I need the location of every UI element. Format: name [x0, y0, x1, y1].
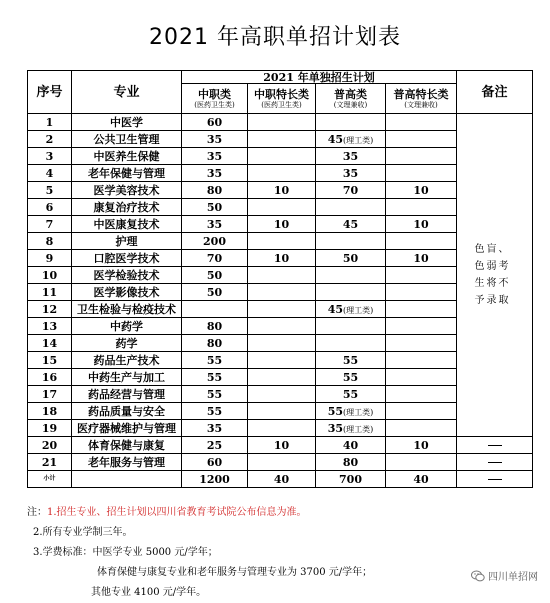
row-general-special — [386, 165, 457, 182]
row-vocational-special — [248, 284, 316, 301]
row-seq: 16 — [28, 369, 72, 386]
row-seq: 12 — [28, 301, 72, 318]
row-vocational: 55 — [182, 386, 248, 403]
header-major: 专业 — [72, 71, 182, 114]
row-vocational — [182, 301, 248, 318]
row-vocational-special — [248, 403, 316, 420]
header-plan-group: 2021 年单独招生计划 — [182, 71, 457, 84]
row-general-value: 80 — [342, 455, 359, 469]
row-general — [316, 454, 386, 471]
remarks-dash — [457, 437, 533, 454]
row-general-value: 55 — [327, 404, 344, 418]
row-general-value: 70 — [342, 183, 359, 197]
row-general — [316, 182, 386, 199]
row-vocational: 80 — [182, 335, 248, 352]
header-category: 普高特长类 (文理兼收) — [386, 84, 457, 114]
row-seq: 9 — [28, 250, 72, 267]
row-major: 中医学 — [72, 114, 182, 131]
row-vocational-special — [248, 267, 316, 284]
row-general-special — [386, 403, 457, 420]
row-vocational: 50 — [182, 199, 248, 216]
row-general — [316, 420, 386, 437]
row-major: 药品经营与管理 — [72, 386, 182, 403]
row-general — [316, 131, 386, 148]
remarks-text: 色盲、色弱考生将不予录取 — [474, 244, 511, 306]
remarks-dash — [457, 454, 533, 471]
row-seq: 17 — [28, 386, 72, 403]
row-seq: 8 — [28, 233, 72, 250]
header-remarks: 备注 — [457, 71, 533, 114]
row-vocational-special — [248, 301, 316, 318]
row-general-note: (理工类) — [343, 305, 374, 315]
remarks-cell — [457, 114, 533, 437]
notes-prefix: 注： — [27, 507, 47, 518]
note-2: 2.所有专业学制三年。 — [33, 527, 133, 538]
row-major: 老年服务与管理 — [72, 454, 182, 471]
row-vocational: 35 — [182, 216, 248, 233]
row-major: 中医养生保健 — [72, 148, 182, 165]
row-seq: 6 — [28, 199, 72, 216]
row-major: 老年保健与管理 — [72, 165, 182, 182]
row-vocational: 200 — [182, 233, 248, 250]
row-general-special — [386, 335, 457, 352]
row-general-special — [386, 148, 457, 165]
remarks-dash — [457, 471, 533, 488]
row-general — [316, 233, 386, 250]
row-major: 中药学 — [72, 318, 182, 335]
row-general-special — [386, 420, 457, 437]
row-vocational-special — [248, 420, 316, 437]
row-general-special: 10 — [386, 216, 457, 233]
wechat-icon — [471, 570, 485, 582]
table-row — [28, 114, 533, 131]
row-vocational-special — [248, 165, 316, 182]
row-general-note: (理工类) — [343, 135, 374, 145]
row-vocational: 35 — [182, 165, 248, 182]
row-vocational-special — [248, 148, 316, 165]
total-general: 700 — [316, 471, 386, 488]
row-general — [316, 165, 386, 182]
row-vocational: 55 — [182, 352, 248, 369]
row-vocational-special — [248, 352, 316, 369]
row-general — [316, 199, 386, 216]
row-seq: 4 — [28, 165, 72, 182]
row-general-special: 10 — [386, 182, 457, 199]
row-general-note: (理工类) — [343, 407, 374, 417]
row-general — [316, 301, 386, 318]
row-vocational: 35 — [182, 148, 248, 165]
row-vocational-special — [248, 199, 316, 216]
row-vocational: 50 — [182, 284, 248, 301]
row-vocational: 80 — [182, 182, 248, 199]
row-general — [316, 114, 386, 131]
row-general-special — [386, 301, 457, 318]
note-3: 3.学费标准：中医学专业 5000 元/学年； — [33, 547, 218, 558]
row-vocational-special — [248, 454, 316, 471]
row-general — [316, 352, 386, 369]
row-general-value: 45 — [327, 302, 344, 316]
row-general-value: 50 — [342, 251, 359, 265]
row-major: 医疗器械维护与管理 — [72, 420, 182, 437]
row-seq: 13 — [28, 318, 72, 335]
row-vocational-special — [248, 114, 316, 131]
row-major: 中药生产与加工 — [72, 369, 182, 386]
row-major: 护理 — [72, 233, 182, 250]
row-vocational-special — [248, 335, 316, 352]
row-vocational-special: 10 — [248, 437, 316, 454]
watermark-text: 四川单招网 — [488, 572, 538, 583]
row-vocational: 55 — [182, 369, 248, 386]
row-vocational-special: 10 — [248, 182, 316, 199]
row-vocational-special — [248, 318, 316, 335]
row-general-special — [386, 199, 457, 216]
row-seq: 7 — [28, 216, 72, 233]
row-vocational: 50 — [182, 267, 248, 284]
note-1: 1.招生专业、招生计划以四川省教育考试院公布信息为准。 — [47, 507, 307, 518]
header-seq: 序号 — [28, 71, 72, 114]
row-vocational: 60 — [182, 114, 248, 131]
note-5: 其他专业 4100 元/学年。 — [91, 587, 207, 598]
row-general-special — [386, 131, 457, 148]
row-seq: 19 — [28, 420, 72, 437]
notes-section — [27, 503, 532, 603]
total-row — [28, 471, 533, 488]
row-major: 医学检验技术 — [72, 267, 182, 284]
row-general-value: 35 — [342, 149, 359, 163]
row-major: 中医康复技术 — [72, 216, 182, 233]
row-vocational-special: 10 — [248, 250, 316, 267]
row-vocational-special — [248, 369, 316, 386]
row-seq: 5 — [28, 182, 72, 199]
row-general — [316, 216, 386, 233]
row-general — [316, 437, 386, 454]
table-row — [28, 437, 533, 454]
row-general — [316, 335, 386, 352]
row-general-special — [386, 284, 457, 301]
row-general-special: 10 — [386, 437, 457, 454]
row-general-value: 45 — [342, 217, 359, 231]
row-general-value: 35 — [327, 421, 344, 435]
row-major: 康复治疗技术 — [72, 199, 182, 216]
row-general-special: 10 — [386, 250, 457, 267]
row-general — [316, 284, 386, 301]
row-major: 体育保健与康复 — [72, 437, 182, 454]
header-category: 中职类 (医药卫生类) — [182, 84, 248, 114]
row-vocational: 35 — [182, 420, 248, 437]
row-general — [316, 403, 386, 420]
row-general-special — [386, 318, 457, 335]
row-vocational: 55 — [182, 403, 248, 420]
row-major: 医学影像技术 — [72, 284, 182, 301]
row-general-value: 55 — [342, 353, 359, 367]
row-general — [316, 318, 386, 335]
row-general-special — [386, 267, 457, 284]
row-seq: 18 — [28, 403, 72, 420]
row-vocational: 80 — [182, 318, 248, 335]
row-vocational: 25 — [182, 437, 248, 454]
row-seq: 2 — [28, 131, 72, 148]
row-general — [316, 250, 386, 267]
row-seq: 11 — [28, 284, 72, 301]
row-general-value: 35 — [342, 166, 359, 180]
row-seq: 15 — [28, 352, 72, 369]
total-vocational: 1200 — [182, 471, 248, 488]
row-seq: 10 — [28, 267, 72, 284]
row-general-special — [386, 386, 457, 403]
page-title: 2021 年高职单招计划表 — [149, 25, 401, 50]
row-vocational: 60 — [182, 454, 248, 471]
row-general-special — [386, 114, 457, 131]
header-category: 中职特长类 (医药卫生类) — [248, 84, 316, 114]
total-major — [72, 471, 182, 488]
row-major: 药学 — [72, 335, 182, 352]
row-general — [316, 386, 386, 403]
row-seq: 21 — [28, 454, 72, 471]
note-4: 体育保健与康复专业和老年服务与管理专业为 3700 元/学年； — [97, 567, 373, 578]
row-vocational-special — [248, 233, 316, 250]
row-seq: 3 — [28, 148, 72, 165]
row-vocational: 70 — [182, 250, 248, 267]
row-general-value: 45 — [327, 132, 344, 146]
row-general-special — [386, 233, 457, 250]
row-vocational-special — [248, 386, 316, 403]
row-general-special — [386, 352, 457, 369]
header-category: 普高类 (文理兼收) — [316, 84, 386, 114]
watermark — [471, 568, 538, 583]
row-general — [316, 148, 386, 165]
table-row — [28, 454, 533, 471]
row-major: 口腔医学技术 — [72, 250, 182, 267]
row-major: 公共卫生管理 — [72, 131, 182, 148]
row-general — [316, 369, 386, 386]
row-vocational-special — [248, 131, 316, 148]
row-seq: 1 — [28, 114, 72, 131]
row-major: 卫生检验与检疫技术 — [72, 301, 182, 318]
row-general-note: (理工类) — [343, 424, 374, 434]
total-label: 小计 — [28, 471, 72, 488]
row-seq: 14 — [28, 335, 72, 352]
row-seq: 20 — [28, 437, 72, 454]
row-general-value: 55 — [342, 370, 359, 384]
row-general-value: 55 — [342, 387, 359, 401]
row-general — [316, 267, 386, 284]
row-general-special — [386, 454, 457, 471]
row-general-value: 40 — [342, 438, 359, 452]
total-general-special: 40 — [386, 471, 457, 488]
row-major: 医学美容技术 — [72, 182, 182, 199]
row-vocational: 35 — [182, 131, 248, 148]
row-major: 药品生产技术 — [72, 352, 182, 369]
enrollment-plan-table — [27, 70, 533, 488]
row-general-special — [386, 369, 457, 386]
row-vocational-special: 10 — [248, 216, 316, 233]
row-major: 药品质量与安全 — [72, 403, 182, 420]
total-vocational-special: 40 — [248, 471, 316, 488]
